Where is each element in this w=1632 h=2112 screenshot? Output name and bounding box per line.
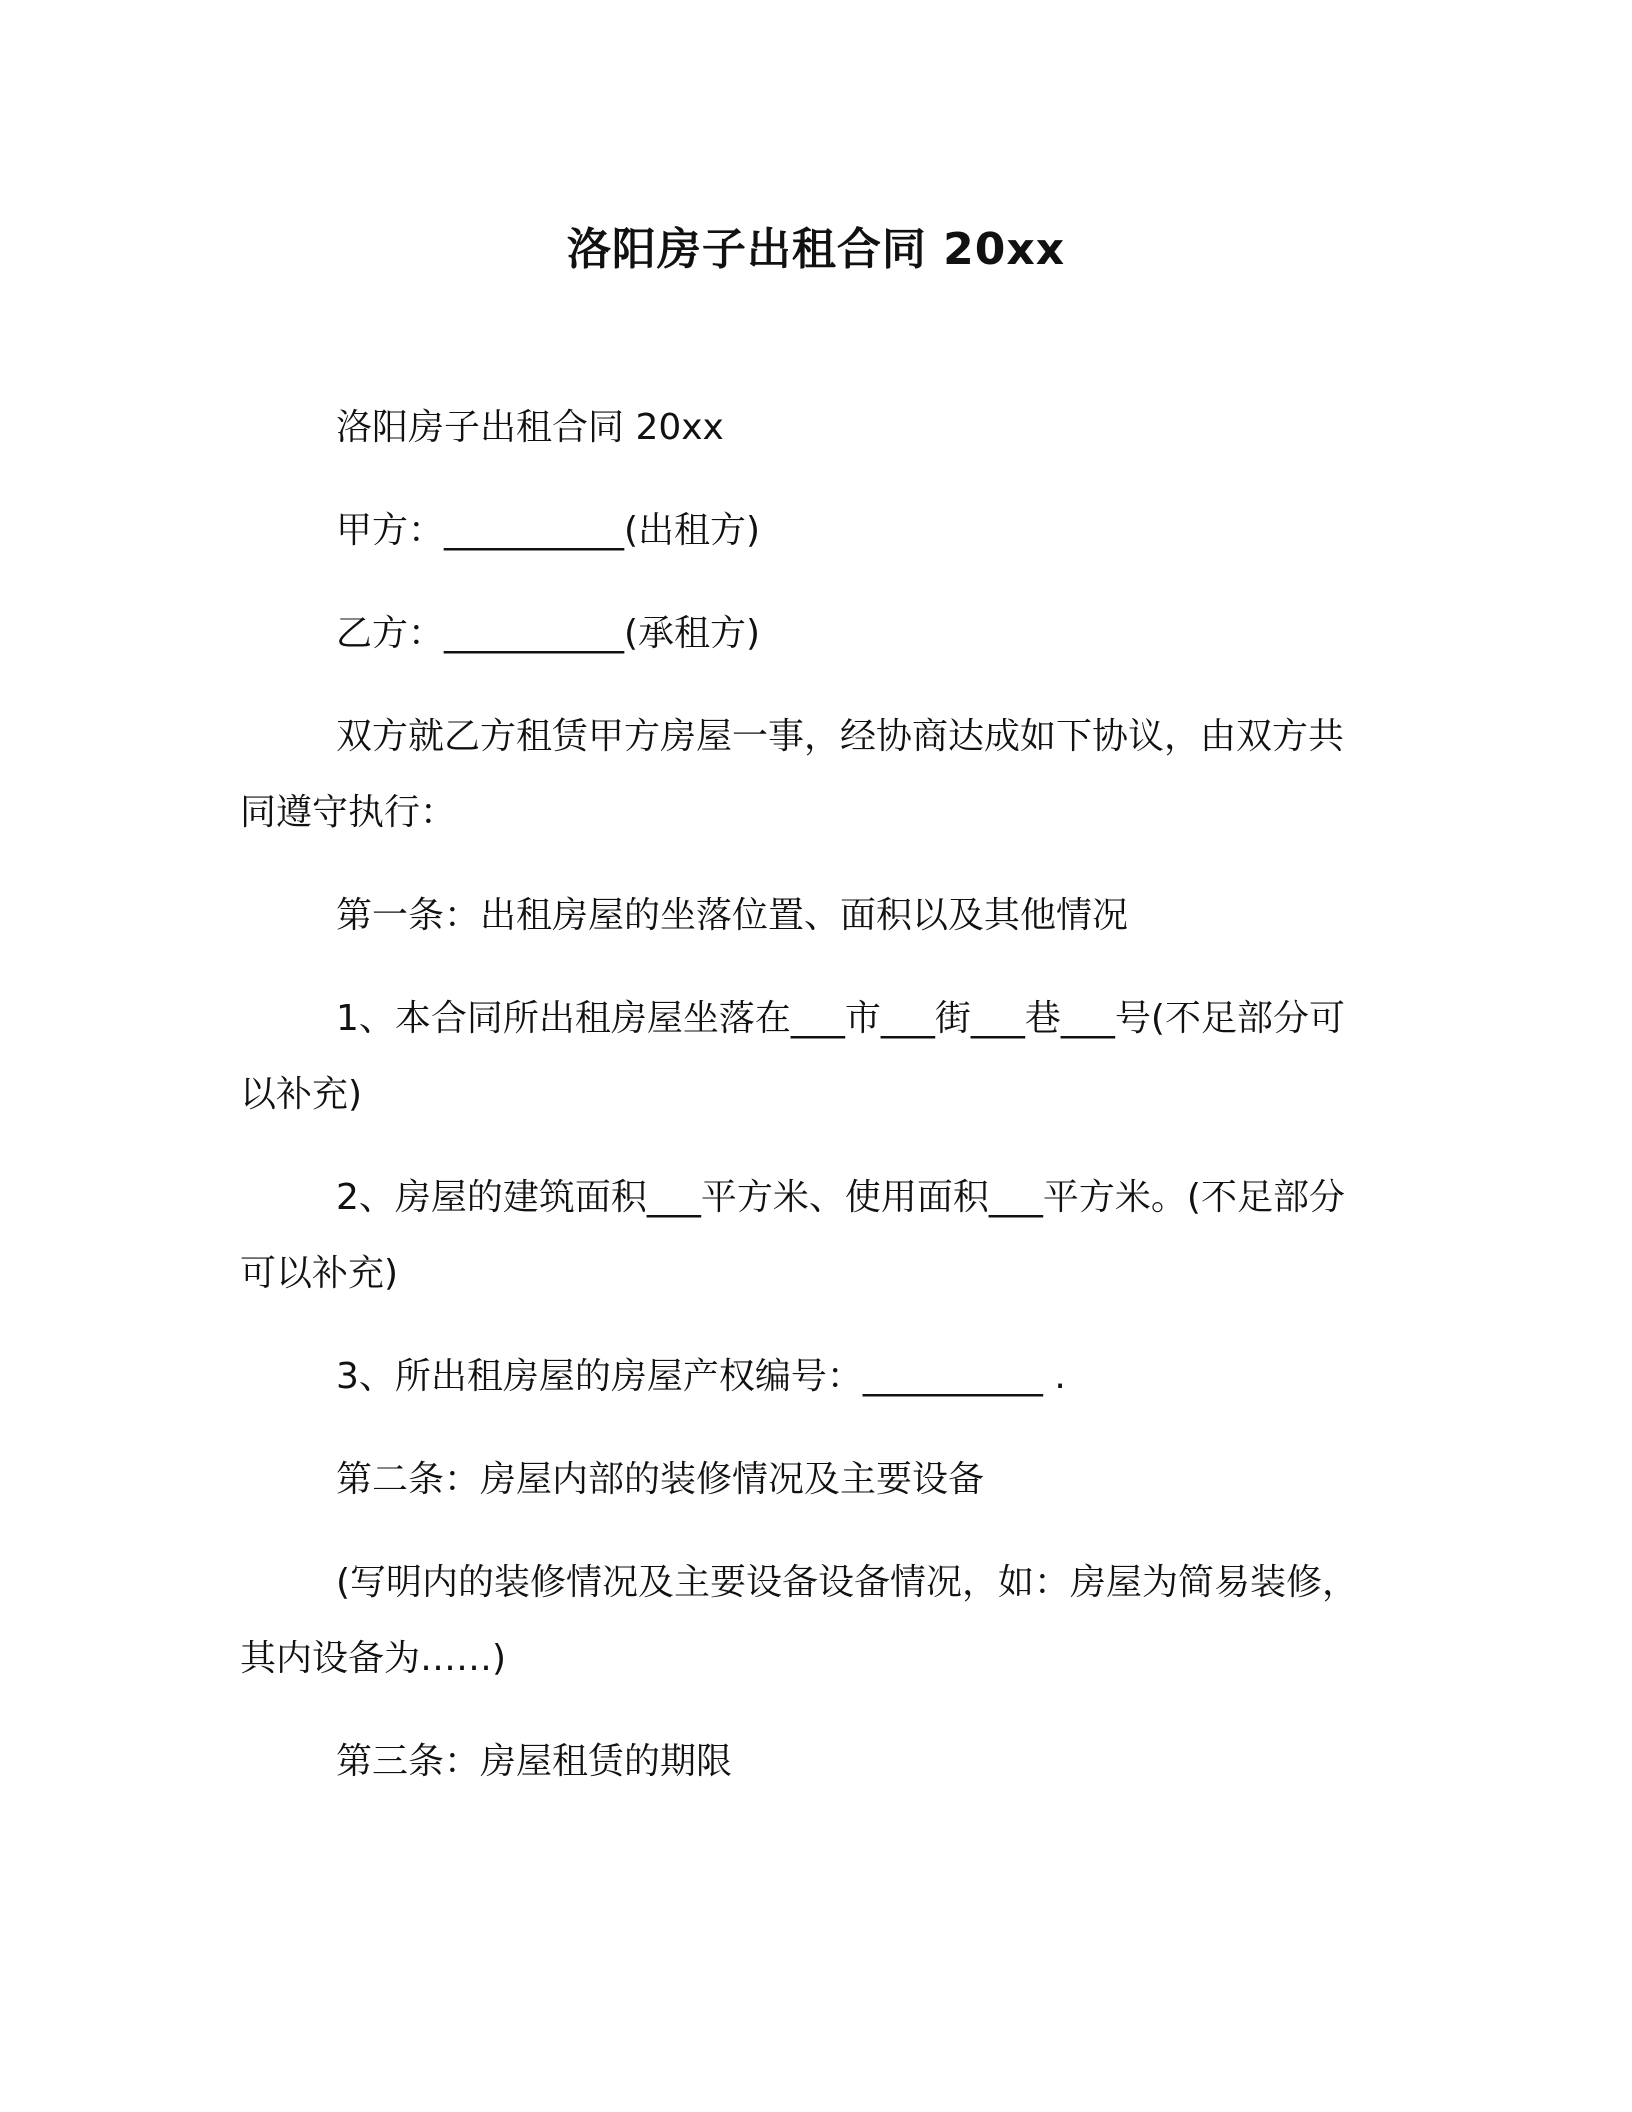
paragraph-article-1-item-3: 3、所出租房屋的房屋产权编号：__________ . <box>336 1356 1066 1397</box>
document-body <box>240 390 1370 1827</box>
paragraph-agreement-intro: 双方就乙方租赁甲方房屋一事，经协商达成如下协议，由双方共同遵守执行： <box>240 716 1345 833</box>
paragraph-article-3-heading: 第三条：房屋租赁的期限 <box>336 1741 733 1782</box>
paragraph-article-1-heading: 第一条：出租房屋的坐落位置、面积以及其他情况 <box>336 895 1129 936</box>
paragraph-party-b: 乙方：__________(承租方) <box>336 613 761 654</box>
paragraph-party-a: 甲方：__________(出租方) <box>336 510 761 551</box>
paragraph-article-2-heading: 第二条：房屋内部的装修情况及主要设备 <box>336 1459 985 1500</box>
paragraph-article-2-body: (写明内的装修情况及主要设备设备情况，如：房屋为简易装修，其内设备为……) <box>240 1562 1359 1679</box>
paragraph-article-1-item-2: 2、房屋的建筑面积___平方米、使用面积___平方米。(不足部分可以补充) <box>240 1177 1345 1294</box>
paragraph-subtitle: 洛阳房子出租合同 20xx <box>336 407 724 448</box>
paragraph-article-1-item-1: 1、本合同所出租房屋坐落在___市___街___巷___号(不足部分可以补充) <box>240 998 1345 1115</box>
document-title: 洛阳房子出租合同 20xx <box>566 224 1066 275</box>
